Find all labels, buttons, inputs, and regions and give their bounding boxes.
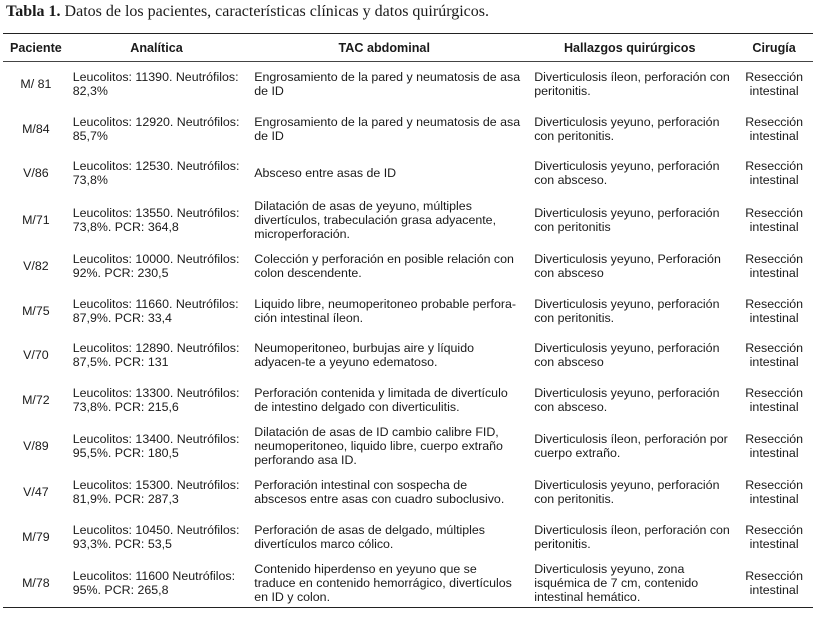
cell-hallazgos-quirurgicos: Diverticulosis yeyuno, perforación con absceso. [534,385,720,414]
cell-paciente: M/75 [22,303,50,318]
cell-analitica: Leucolitos: 15300. Neutrófilos: 81,9%. PCR: 287,3 [72,478,240,507]
table-row [3,151,813,196]
header-hallazgos-quirurgicos: Hallazgos quirúrgicos [524,34,735,62]
cell-tac-abdominal: Perforación contenida y limitada de divertículo de intestino delgado con diverticulitis. [254,385,508,414]
header-tac-abdominal: TAC abdominal [244,34,524,62]
table-row [3,515,813,560]
cell-paciente: V/70 [23,348,49,363]
cell-hallazgos-quirurgicos: Diverticulosis yeyuno, perforación con absceso. [534,159,720,188]
cell-cirugia: Resección intestinal [745,478,804,507]
cell-analitica: Leucolitos: 11390. Neutrófilos: 82,3% [72,70,239,99]
cell-cirugia: Resección intestinal [745,341,804,370]
header-paciente: Paciente [3,34,69,62]
cell-tac-abdominal: Liquido libre, neumoperitoneo probable perfora-ción intestinal íleon. [254,296,517,325]
cell-hallazgos-quirurgicos: Diverticulosis yeyuno, perforación con absceso [534,341,720,370]
cell-cirugia: Resección intestinal [745,432,804,461]
table-row [3,107,813,152]
table-body [3,62,813,608]
cell-tac-abdominal: Dilatación de asas de ID cambio calibre FID, neumoperitoneo, liquido libre, cuerpo extraño perforando asa ID. [254,425,503,468]
table-caption-text: Datos de los pacientes, características clínicas y datos quirúrgicos. [60,3,489,20]
header-analitica: Analítica [69,34,245,62]
cell-hallazgos-quirurgicos: Diverticulosis yeyuno, perforación con peritonitis. [534,296,720,325]
cell-cirugia: Resección intestinal [745,159,804,188]
cell-tac-abdominal: Perforación de asas de delgado, múltiples divertículos marco cólico. [254,523,485,552]
cell-hallazgos-quirurgicos: Diverticulosis íleon, perforación por cuerpo extraño. [534,432,728,461]
cell-tac-abdominal: Neumoperitoneo, burbujas aire y líquido adyacen-te a yeyuno edematoso. [254,341,474,370]
cell-tac-abdominal: Engrosamiento de la pared y neumatosis de asa de ID [254,114,521,143]
table-header-row [3,34,813,62]
cell-analitica: Leucolitos: 13550. Neutrófilos: 73,8%. PCR: 364,8 [72,205,240,234]
cell-tac-abdominal: Absceso entre asas de ID [254,166,397,181]
cell-paciente: V/82 [23,259,49,274]
table-row [3,422,813,470]
cell-tac-abdominal: Contenido hiperdenso en yeyuno que se traduce en contenido hemorrágico, divertículos en ID y colon. [254,562,512,605]
patients-table [3,33,813,608]
table-row [3,244,813,289]
cell-analitica: Leucolitos: 12530. Neutrófilos: 73,8% [72,159,240,188]
cell-cirugia: Resección intestinal [745,205,804,234]
cell-cirugia: Resección intestinal [745,252,804,281]
cell-hallazgos-quirurgicos: Diverticulosis yeyuno, zona isquémica de 7 cm, contenido intestinal hemático. [534,562,699,605]
cell-hallazgos-quirurgicos: Diverticulosis yeyuno, perforación con peritonitis [534,205,720,234]
cell-analitica: Leucolitos: 11660. Neutrófilos: 87,9%. PCR: 33,4 [72,296,239,325]
cell-paciente: M/ 81 [20,77,52,92]
cell-hallazgos-quirurgicos: Diverticulosis íleon, perforación con peritonitis. [534,523,730,552]
table-row [3,559,813,608]
cell-cirugia: Resección intestinal [745,523,804,552]
cell-hallazgos-quirurgicos: Diverticulosis íleon, perforación con peritonitis. [534,70,730,99]
table-caption [6,3,489,21]
table-row [3,288,813,333]
table-caption-label: Tabla 1. [6,3,61,20]
cell-analitica: Leucolitos: 13400. Neutrófilos: 95,5%. PCR: 180,5 [72,432,240,461]
cell-cirugia: Resección intestinal [745,296,804,325]
cell-paciente: V/89 [23,439,49,454]
cell-cirugia: Resección intestinal [745,114,804,143]
cell-paciente: M/84 [22,121,50,136]
cell-cirugia: Resección intestinal [745,385,804,414]
cell-paciente: V/47 [23,485,49,500]
cell-tac-abdominal: Perforación intestinal con sospecha de abscesos entre asas con cuadro suboclusivo. [254,478,505,507]
cell-cirugia: Resección intestinal [745,70,804,99]
table-row [3,196,813,244]
table-row [3,333,813,378]
header-cirugia: Cirugía [735,34,813,62]
cell-analitica: Leucolitos: 12920. Neutrófilos: 85,7% [72,114,240,143]
cell-paciente: M/78 [22,576,50,591]
cell-tac-abdominal: Colección y perforación en posible relación con colon descendente. [254,252,514,281]
cell-analitica: Leucolitos: 11600 Neutrófilos: 95%. PCR: 265,8 [72,569,236,598]
cell-analitica: Leucolitos: 13300. Neutrófilos: 73,8%. PCR: 215,6 [72,385,240,414]
cell-tac-abdominal: Dilatación de asas de yeyuno, múltiples divertículos, trabeculación grasa adyacente, microperforación. [254,198,497,241]
table-row [3,470,813,515]
cell-hallazgos-quirurgicos: Diverticulosis yeyuno, Perforación con absceso [534,252,721,281]
cell-hallazgos-quirurgicos: Diverticulosis yeyuno, perforación con peritonitis. [534,114,720,143]
cell-cirugia: Resección intestinal [745,569,804,598]
cell-paciente: M/79 [22,530,50,545]
cell-analitica: Leucolitos: 10450. Neutrófilos: 93,3%. PCR: 53,5 [72,523,240,552]
cell-hallazgos-quirurgicos: Diverticulosis yeyuno, perforación con peritonitis. [534,478,720,507]
cell-tac-abdominal: Engrosamiento de la pared y neumatosis de asa de ID [254,70,521,99]
cell-paciente: M/71 [22,212,50,227]
cell-paciente: V/86 [23,166,49,181]
cell-paciente: M/72 [22,392,50,407]
table-row [3,378,813,423]
cell-analitica: Leucolitos: 10000. Neutrófilos: 92%. PCR: 230,5 [72,252,240,281]
table-row [3,62,813,107]
cell-analitica: Leucolitos: 12890. Neutrófilos: 87,5%. PCR: 131 [72,341,240,370]
